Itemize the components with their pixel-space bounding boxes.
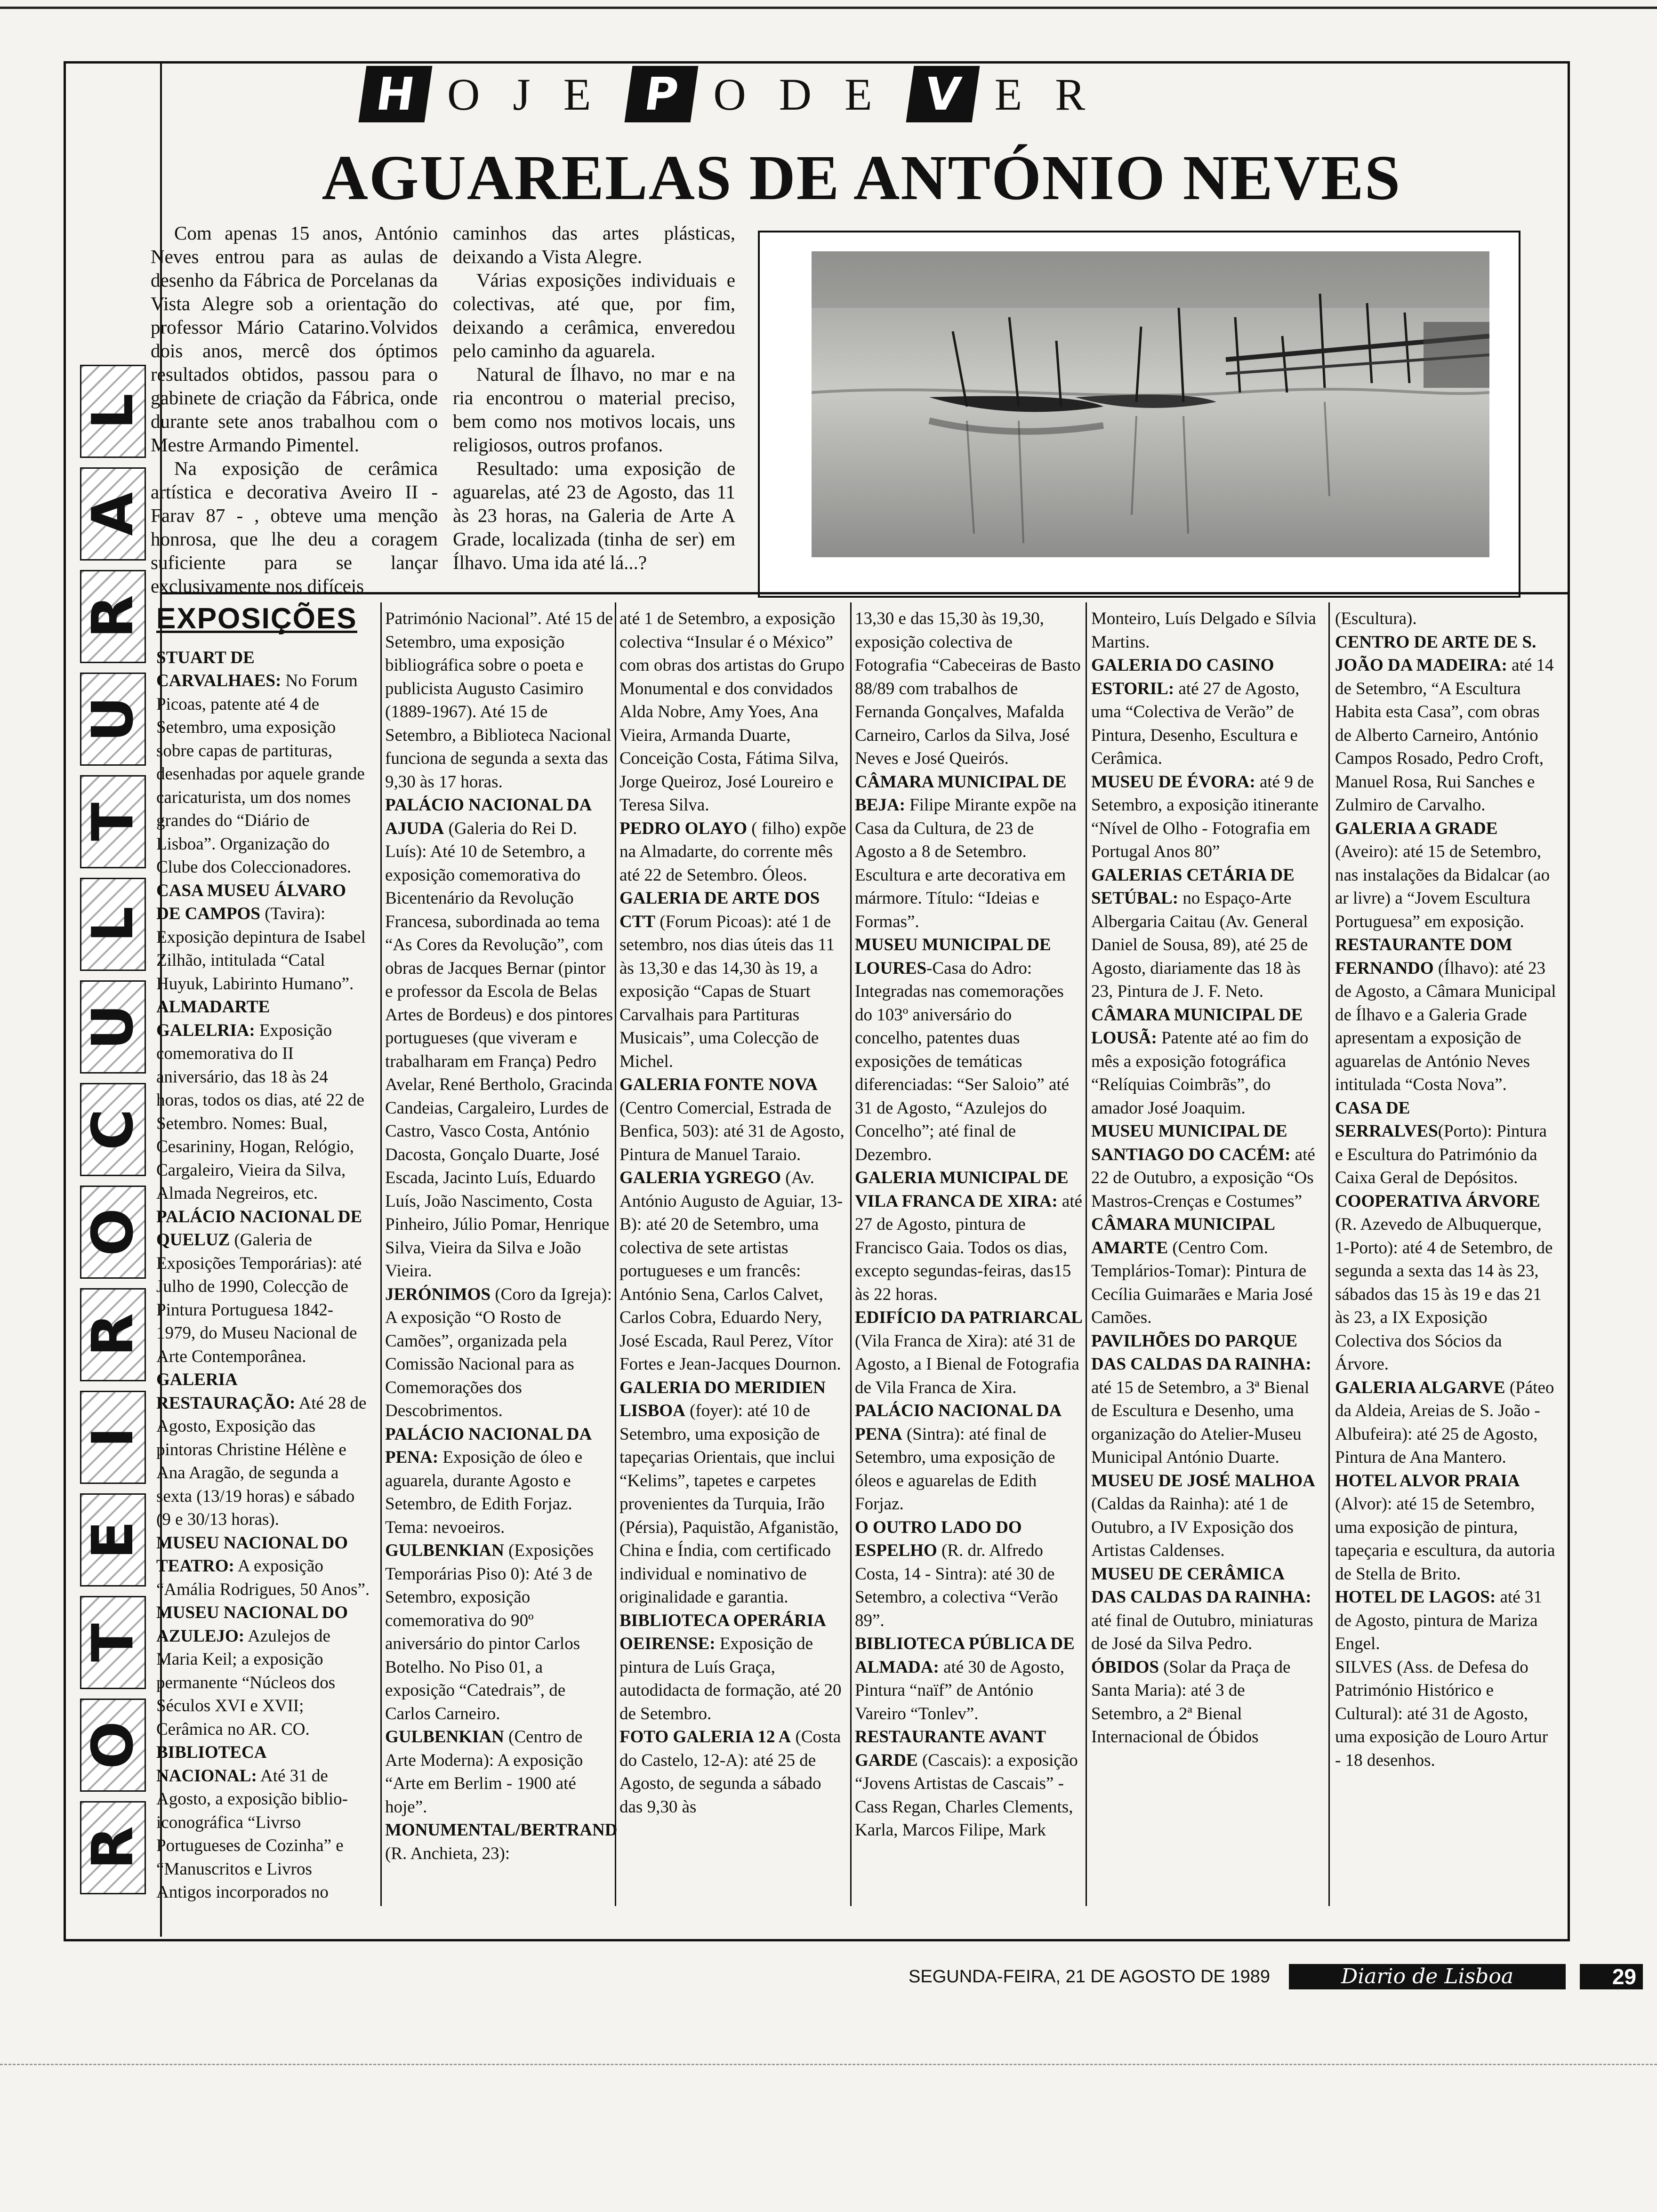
listing-entry <box>855 1306 1083 1399</box>
listing-entry <box>1091 1656 1319 1749</box>
sidebar-letter-cell <box>80 980 146 1074</box>
listing-text: (Escultura). <box>1335 609 1417 628</box>
listing-entry <box>619 1166 848 1376</box>
listing-text: (Coro da Igreja): A exposição “O Rosto de Camões”, organizada pela Comissão Nacional para as Comemorações dos Descobrimentos. <box>385 1284 612 1420</box>
listing-text: (Exposições Temporárias Piso 0): Até 3 de Setembro, exposição comemorativa do 90º aniversário do pintor Carlos Botelho. No Piso 01, a exposição “Catedrais”, de Carlos Carneiro. <box>385 1541 594 1723</box>
listing-entry <box>1091 607 1319 654</box>
listing-venue: BIBLIOTECA NACIONAL: <box>156 1743 266 1786</box>
sidebar-letter: T <box>80 1623 146 1662</box>
sidebar-letter: C <box>80 1108 146 1151</box>
listing-entry <box>855 1516 1083 1633</box>
listing-entry <box>1335 1469 1556 1586</box>
listing-entry <box>156 1368 370 1531</box>
sidebar-letter-cell <box>80 467 146 561</box>
sidebar-letter-cell <box>80 673 146 766</box>
listing-entry <box>1091 864 1319 1003</box>
listing-entry <box>1091 1120 1319 1213</box>
listing-text: (Centro Comercial, Estrada de Benfica, 503): até 31 de Agosto, Pintura de Manuel Taraio. <box>619 1098 845 1164</box>
listing-venue: MUSEU MUNICIPAL DE SANTIAGO DO CACÉM: <box>1091 1122 1291 1164</box>
section-divider <box>160 592 1568 594</box>
listing-venue: GALERIAS CETÁRIA DE SETÚBAL: <box>1091 865 1295 908</box>
listing-venue: GALERIA DO CASINO ESTORIL: <box>1091 656 1274 698</box>
sidebar-letter: R <box>80 1313 146 1357</box>
sidebar-letter-cell <box>80 1391 146 1484</box>
listing-entry <box>855 1166 1083 1306</box>
listing-entry <box>1091 1330 1319 1469</box>
listing-venue: MUSEU DE JOSÉ MALHOA <box>1091 1471 1315 1491</box>
listings-column-1 <box>156 602 370 1904</box>
listing-entry <box>619 1609 848 1726</box>
sidebar-letter-cell <box>80 1596 146 1689</box>
listings-column-2 <box>385 607 618 1865</box>
article-column-2 <box>453 221 735 574</box>
listing-text: (Aveiro): até 15 de Setembro, nas instalações da Bidalcar (ao ar livre) a “Jovem Escultura Portuguesa” em exposição. <box>1335 842 1550 931</box>
listing-text: até 22 de Outubro, a exposição “Os Mastros-Crenças e Costumes” <box>1091 1145 1315 1211</box>
listings-heading: EXPOSIÇÕES <box>156 602 357 635</box>
listing-entry <box>619 887 848 1073</box>
listing-text: (Costa do Castelo, 12-A): até 25 de Agosto, de segunda a sábado das 9,30 às <box>619 1727 841 1817</box>
listing-entry <box>1091 1213 1319 1330</box>
listing-entry <box>619 1073 848 1166</box>
listing-entry <box>1091 1469 1319 1563</box>
listing-venue: PEDRO OLAYO <box>619 818 748 838</box>
listing-entry <box>385 793 613 1283</box>
listing-text: (Centro de Arte Moderna): A exposição “Arte em Berlim - 1900 até hoje”. <box>385 1727 583 1817</box>
listing-venue: CASA DE SERRALVES <box>1335 1098 1438 1141</box>
article-paragraph: Na exposição de cerâmica artística e decorativa Aveiro II - Farav 87 - , obteve uma menção honrosa, que lhe deu a coragem suficiente para se lançar exclusivamente nos difíceis <box>151 457 438 597</box>
listing-text: (Forum Picoas): até 1 de setembro, nos dias úteis das 11 às 13,30 e das 14,30 às 19, a exposição “Capas de Stuart Carvalhais para Partituras Musicais”, uma Colecção de Michel. <box>619 912 835 1071</box>
column-rule <box>1086 602 1087 1906</box>
article-column-1 <box>151 221 438 598</box>
listing-text: (Galeria do Rei D. Luís): Até 10 de Setembro, a exposição comemorativa do Bicentenário da Revolução Francesa, subordinada ao tema “As Cores da Revolução”, com obras de Jacques Bernar (pintor e professor da Escola de Belas Artes de Bordeus) e dos pintores portugueses (que viveram e trabalharam em França) Pedro Avelar, René Bertholo, Gracinda Candeias, Cargaleiro, Lurdes de Castro, Vasco Costa, António Dacosta, Gonçalo Duarte, José Escada, Jacinto Luís, Eduardo Luís, João Nascimento, Costa Pinheiro, Júlio Pomar, Henrique Silva, Vieira da Silva e João Vieira. <box>385 818 613 1281</box>
listing-entry <box>1335 817 1556 934</box>
footer-date: SEGUNDA-FEIRA, 21 DE AGOSTO DE 1989 <box>909 1966 1270 1987</box>
listing-text: (Porto): Pintura e Escultura do Património da Caixa Geral de Depósitos. <box>1335 1122 1547 1187</box>
listing-venue: CÂMARA MUNICIPAL DE LOUSÃ: <box>1091 1005 1303 1048</box>
listing-text: SILVES (Ass. de Defesa do Património Histórico e Cultural): até 31 de Agosto, uma exposição de Louro Artur - 18 desenhos. <box>1335 1657 1548 1770</box>
listing-venue: ALMADARTE GALELRIA: <box>156 997 270 1040</box>
listing-text: Até 31 de Agosto, a exposição biblio-iconográfica “Livrso Portugueses de Cozinha” e “Manuscritos e Livros Antigos incorporados no <box>156 1766 348 1902</box>
top-border <box>0 0 1657 9</box>
listing-text: (R. Azevedo de Albuquerque, 1-Porto): até 4 de Setembro, de segunda a sexta das 14 às 23, sábados das 15 às 19 e das 21 às 23, a IX Exposição Colectiva dos Sócios da Árvore. <box>1335 1215 1553 1374</box>
sidebar-letter-cell <box>80 1288 146 1381</box>
listing-venue: MUSEU DE ÉVORA: <box>1091 772 1255 792</box>
listing-entry <box>385 1283 613 1423</box>
sidebar-letter: O <box>80 1208 146 1257</box>
listing-entry <box>1091 1563 1319 1656</box>
listing-text: Filipe Mirante expõe na Casa da Cultura, de 23 de Agosto a 8 de Setembro. Escultura e arte decorativa em mármore. Título: “Ideias e Formas”. <box>855 795 1077 931</box>
listing-venue: STUART DE CARVALHAES: <box>156 648 282 690</box>
listing-entry <box>385 607 613 793</box>
listing-entry <box>1335 1376 1556 1469</box>
listing-entry <box>619 607 848 817</box>
listing-venue: COOPERATIVA ÁRVORE <box>1335 1191 1540 1211</box>
listing-entry <box>1335 933 1556 1097</box>
listing-text: (foyer): até 10 de Setembro, uma exposição de tapeçarias Orientais, que inclui “Kelims”, tapetes e carpetes provenientes da Turquia, Irão (Pérsia), Paquistão, Afganistão, China e Índia, com certificado individual e nominativo de originalidade e garantia. <box>619 1401 839 1607</box>
listing-venue: CÂMARA MUNICIPAL DE BEJA: <box>855 772 1067 815</box>
listing-entry <box>156 995 370 1205</box>
masthead-letter-h: H <box>359 66 433 122</box>
page-number: 29 <box>1580 1964 1643 1989</box>
sidebar-letter: R <box>80 594 146 639</box>
listing-text: até 27 de Agosto, pintura de Francisco Gaia. Todos os dias, excepto segundas-feiras, das15 às 22 horas. <box>855 1191 1083 1304</box>
listing-entry <box>855 933 1083 1166</box>
listing-text: (Sintra): até final de Setembro, uma exposição de óleos e aguarelas de Edith Forjaz. <box>855 1424 1055 1514</box>
sidebar-letter-cell <box>80 570 146 663</box>
listing-text: ( filho) expõe na Almadarte, do corrente mês até 22 de Setembro. Óleos. <box>619 818 846 885</box>
column-rule <box>1328 602 1330 1906</box>
listing-entry <box>1091 770 1319 864</box>
listing-venue: BIBLIOTECA PÚBLICA DE ALMADA: <box>855 1634 1075 1677</box>
listing-venue: GULBENKIAN <box>385 1727 504 1747</box>
listing-text: (Solar da Praça de Santa Maria): até 3 de Setembro, a 2ª Bienal Internacional de Óbidos <box>1091 1657 1291 1747</box>
listing-venue: PALÁCIO NACIONAL DA PENA <box>855 1401 1061 1444</box>
sidebar-letter-cell <box>80 1186 146 1279</box>
listing-venue: GALERIA YGREGO <box>619 1168 781 1187</box>
sidebar-letter-cell <box>80 365 146 458</box>
article-paragraph: caminhos das artes plásticas, deixando a Vista Alegre. <box>453 222 735 267</box>
listing-text: (Galeria de Exposições Temporárias): até Julho de 1990, Colecção de Pintura Portuguesa 1842-1979, do Museu Nacional de Arte Contemporânea. <box>156 1230 362 1366</box>
watercolor-boats-image <box>812 251 1489 557</box>
listing-venue: GALERIA DO MERIDIEN LISBOA <box>619 1378 826 1420</box>
listing-text: Exposição de pintura de Luís Graça, autodidacta de formação, até 20 de Setembro. <box>619 1634 842 1723</box>
listing-entry <box>156 1741 370 1904</box>
listing-venue: GALERIA FONTE NOVA <box>619 1075 818 1094</box>
article-paragraph: Com apenas 15 anos, António Neves entrou para as aulas de desenho da Fábrica de Porcelanas da Vista Alegre sob a orientação do professor Mário Catarino.Volvidos dois anos, mercê dos óptimos resultados obtidos, passou para o gabinete de criação da Fábrica, onde durante sete anos trabalhou com o Mestre Armando Pimentel. <box>151 222 438 456</box>
listing-venue: GALERIA DE ARTE DOS CTT <box>619 889 820 931</box>
watercolor-photo-frame <box>758 231 1520 598</box>
listing-venue: GALERIA MUNICIPAL DE VILA FRANCA DE XIRA: <box>855 1168 1069 1211</box>
listing-venue: GALERIA A GRADE <box>1335 818 1498 838</box>
listing-text: Exposição de óleo e aguarela, durante Agosto e Setembro, de Edith Forjaz. Tema: nevoeiros. <box>385 1448 583 1537</box>
listing-entry <box>1335 631 1556 817</box>
listing-text: Azulejos de Maria Keil; a exposição permanente “Núcleos dos Séculos XVI e XVII; Cerâmica no AR. CO. <box>156 1626 336 1739</box>
listing-venue: O OUTRO LADO DO ESPELHO <box>855 1517 1022 1560</box>
sidebar-letter: A <box>80 492 146 536</box>
listings-column-3 <box>619 607 848 1819</box>
listing-text: até 27 de Agosto, uma “Colectiva de Verão” de Pintura, Desenho, Escultura e Cerâmica. <box>1091 679 1300 768</box>
listing-entry <box>619 817 848 887</box>
listing-venue: PAVILHÕES DO PARQUE DAS CALDAS DA RAINHA: <box>1091 1331 1311 1374</box>
listing-venue: MUSEU NACIONAL DO TEATRO: <box>156 1533 348 1576</box>
listing-entry <box>855 607 1083 770</box>
listing-entry <box>1091 1003 1319 1120</box>
sidebar-letter: L <box>80 393 146 430</box>
listing-entry <box>385 1819 618 1865</box>
listing-text: A exposição “Amália Rodrigues, 50 Anos”. <box>156 1556 370 1599</box>
sidebar-letter: R <box>80 1826 146 1870</box>
article-headline: AGUARELAS DE ANTÓNIO NEVES <box>322 143 1401 213</box>
listing-entry <box>156 1601 370 1741</box>
sidebar-letter: L <box>80 906 146 943</box>
sidebar-letter: I <box>80 1427 146 1448</box>
listing-text: (Páteo da Aldeia, Areias de S. João - Albufeira): até 25 de Agosto, Pintura de Ana Mantero. <box>1335 1378 1554 1467</box>
listing-venue: GALERIA RESTAURAÇÃO: <box>156 1370 296 1413</box>
page-footer <box>909 1963 1643 1991</box>
masthead-hoje-pode-ver <box>362 66 1332 122</box>
column-rule <box>615 602 616 1906</box>
listing-text: (Cascais): a exposição “Jovens Artistas de Cascais” - Cass Regan, Charles Clements, Karla, Marcos Filipe, Mark <box>855 1750 1078 1840</box>
sidebar-letter: U <box>80 1004 146 1050</box>
listing-entry <box>619 1725 848 1819</box>
listing-venue: CÂMARA MUNICIPAL AMARTE <box>1091 1215 1274 1258</box>
listing-entry <box>385 1423 613 1539</box>
listing-venue: BIBLIOTECA OPERÁRIA OEIRENSE: <box>619 1611 825 1653</box>
listing-venue: MUSEU DE CERÂMICA DAS CALDAS DA RAINHA: <box>1091 1564 1311 1607</box>
listing-text: até 9 de Setembro, a exposição itinerante “Nível de Olho - Fotografia em Portugal Anos 80” <box>1091 772 1319 861</box>
listing-text: (Av. António Augusto de Aguiar, 13-B): até 20 de Setembro, uma colectiva de sete artistas portugueses e um francês: António Sena, Carlos Calvet, Carlos Cobra, Eduardo Nery, José Escada, Raul Perez, Vítor Fortes e Jean-Jacques Dournon. <box>619 1168 843 1374</box>
listing-entry <box>1335 607 1556 631</box>
listing-text: (Caldas da Rainha): até 1 de Outubro, a IV Exposição dos Artistas Caldenses. <box>1091 1494 1294 1560</box>
listing-entry <box>1335 1097 1556 1190</box>
listing-text: (Vila Franca de Xira): até 31 de Agosto, a I Bienal de Fotografia de Vila Franca de Xira. <box>855 1331 1079 1397</box>
listing-entry <box>855 770 1083 934</box>
page-edge <box>0 2064 1657 2065</box>
sidebar-letter: O <box>80 1721 146 1770</box>
listing-text: até 14 de Setembro, “A Escultura Habita esta Casa”, com obras de Alberto Carneiro, António Campos Rosado, Pedro Croft, Manuel Rosa, Rui Sanches e Zulmiro de Carvalho. <box>1335 656 1554 815</box>
article-paragraph: Resultado: uma exposição de aguarelas, até 23 de Agosto, das 11 às 23 horas, na Galeria de Arte A Grade, localizada (tinha de ser) em Ílhavo. Uma ida até lá...? <box>453 457 735 573</box>
sidebar-letter: E <box>80 1521 146 1559</box>
listing-entry <box>1091 654 1319 770</box>
listing-entry <box>1335 1586 1556 1656</box>
listing-text: Até 28 de Agosto, Exposição das pintoras Christine Hélène e Ana Aragão, de segunda a sexta (13/19 horas) e sábado (9 e 30/13 horas). <box>156 1393 367 1529</box>
sidebar-letter-cell <box>80 1801 146 1894</box>
sidebar-letter: T <box>80 802 146 841</box>
listing-venue: GULBENKIAN <box>385 1541 504 1560</box>
sidebar-letter-cell <box>80 1699 146 1792</box>
masthead-er: ER <box>994 69 1118 120</box>
listing-venue: ÓBIDOS <box>1091 1657 1159 1677</box>
listing-text: Exposição comemorativa do II aniversário, das 18 às 24 horas, todos os dias, até 22 de Setembro. Nomes: Bual, Cesarininy, Hogan, Relógio, Cargaleiro, Vieira da Silva, Almada Negreiros, etc. <box>156 1020 364 1203</box>
newspaper-name: Diario de Lisboa <box>1289 1964 1566 1989</box>
sidebar-letter-cell <box>80 878 146 971</box>
listing-text: até final de Outubro, miniaturas de José da Silva Pedro. <box>1091 1611 1313 1653</box>
listing-text: até 31 de Agosto, pintura de Mariza Engel. <box>1335 1587 1542 1653</box>
listing-venue: HOTEL ALVOR PRAIA <box>1335 1471 1520 1491</box>
listing-venue: MUSEU NACIONAL DO AZULEJO: <box>156 1603 348 1646</box>
masthead-letter-v: V <box>906 66 980 122</box>
listing-venue: RESTAURANTE DOM FERNANDO <box>1335 935 1512 978</box>
listing-venue: MONUMENTAL/BERTRAND <box>385 1820 618 1840</box>
article-paragraph: Várias exposições individuais e colectivas, até que, por fim, deixando a cerâmica, enveredou pelo caminho da aguarela. <box>453 269 735 361</box>
listings-column-5 <box>1091 607 1319 1749</box>
listing-venue: PALÁCIO NACIONAL DA PENA: <box>385 1424 591 1467</box>
listing-entry <box>855 1399 1083 1516</box>
listing-venue: JERÓNIMOS <box>385 1284 491 1304</box>
listing-text: no Espaço-Arte Albergaria Caitau (Av. General Daniel de Sousa, 89), até 25 de Agosto, diariamente das 18 às 23, Pintura de J. F. Neto. <box>1091 889 1308 1001</box>
listing-text: No Forum Picoas, patente até 4 de Setembro, uma exposição sobre capas de partituras, desenhadas por aquele grande caricaturista, um dos nomes grandes do “Diário de Lisboa”. Organização do Clube dos Coleccionadores. <box>156 671 365 877</box>
listing-venue: EDIFÍCIO DA PATRIARCAL <box>855 1308 1083 1327</box>
listing-entry <box>156 1205 370 1369</box>
listing-venue: CENTRO DE ARTE DE S. JOÃO DA MADEIRA: <box>1335 632 1536 675</box>
listing-entry <box>1335 1190 1556 1376</box>
column-rule <box>850 602 852 1906</box>
masthead-letter-p: P <box>625 66 699 122</box>
listing-venue: HOTEL DE LAGOS: <box>1335 1587 1496 1607</box>
listing-text: até 15 de Setembro, a 3ª Bienal de Escultura e Desenho, uma organização do Atelier-Museu Municipal António Duarte. <box>1091 1378 1310 1467</box>
listing-venue: MUSEU MUNICIPAL DE LOURES <box>855 935 1051 978</box>
article-paragraph: Natural de Ílhavo, no mar e na ria encontrou o material preciso, bem como nos motivos locais, uns religiosos, outros profanos. <box>453 363 735 456</box>
sidebar-letter: U <box>80 696 146 742</box>
listing-text: (Centro Com. Templários-Tomar): Pintura de Cecília Guimarães e Maria José Camões. <box>1091 1238 1313 1327</box>
listing-entry <box>385 1725 613 1819</box>
listing-text: até 1 de Setembro, a exposição colectiva “Insular é o México” com obras dos artistas do Grupo Monumental e dos convidados Alda Nobre, Amy Yoes, Ana Vieira, Armanda Duarte, Conceição Costa, Fátima Silva, Jorge Queiroz, José Loureiro e Teresa Silva. <box>619 609 845 815</box>
section-sidebar <box>66 64 162 1937</box>
listing-venue: CASA MUSEU ÁLVARO DE CAMPOS <box>156 881 346 923</box>
listing-text: Património Nacional”. Até 15 de Setembro, uma exposição bibliográfica sobre o poeta e publicista Augusto Casimiro (1889-1967). Até 15 de Setembro, a Biblioteca Nacional funciona de segunda a sexta das 9,30 às 17 horas. <box>385 609 613 792</box>
listing-entry <box>385 1539 613 1725</box>
listing-text: até 30 de Agosto, Pintura “naïf” de António Vareiro “Tonlev”. <box>855 1657 1064 1723</box>
listing-text: Monteiro, Luís Delgado e Sílvia Martins. <box>1091 609 1316 652</box>
listing-entry <box>1335 1656 1556 1772</box>
column-rule <box>380 602 382 1906</box>
listing-venue: GALERIA ALGARVE <box>1335 1378 1505 1397</box>
listing-entry <box>855 1632 1083 1725</box>
listing-entry <box>855 1725 1083 1842</box>
sidebar-letter-cell <box>80 1493 146 1587</box>
listing-text: (Tavira): Exposição depintura de Isabel Zilhão, intitulada “Catal Huyuk, Labirinto Humano”. <box>156 904 366 994</box>
masthead-oje: OJE <box>447 69 624 120</box>
listing-venue: PALÁCIO NACIONAL DE QUELUZ <box>156 1207 362 1250</box>
listing-venue: FOTO GALERIA 12 A <box>619 1727 791 1747</box>
listing-venue: PALÁCIO NACIONAL DA AJUDA <box>385 795 591 838</box>
listing-entry <box>619 1376 848 1609</box>
listing-entry <box>156 646 370 879</box>
listings-column-4 <box>855 607 1083 1842</box>
listing-venue: RESTAURANTE AVANT GARDE <box>855 1727 1046 1770</box>
masthead-ode: ODE <box>713 69 905 120</box>
listing-text: 13,30 e das 15,30 às 19,30, exposição colectiva de Fotografia “Cabeceiras de Basto 88/89 com trabalhos de Fernanda Gonçalves, Mafalda Carneiro, Carlos da Silva, José Neves e José Queirós. <box>855 609 1081 768</box>
listing-text: (Ílhavo): até 23 de Agosto, a Câmara Municipal de Ílhavo e a Galeria Grade apresentam a exposição de aguarelas de António Neves intitulada “Costa Nova”. <box>1335 958 1556 1094</box>
sidebar-letter-cell <box>80 1083 146 1176</box>
sidebar-letter-cell <box>80 775 146 868</box>
listing-entry <box>156 1531 370 1602</box>
listing-text: (R. Anchieta, 23): <box>385 1843 510 1863</box>
listing-entry <box>156 879 370 996</box>
listing-text: (R. dr. Alfredo Costa, 14 - Sintra): até 30 de Setembro, a colectiva “Verão 89”. <box>855 1541 1058 1630</box>
listing-text: Patente até ao fim do mês a exposição fotográfica “Relíquias Coimbrãs”, do amador José Joaquim. <box>1091 1028 1309 1118</box>
listing-text: -Casa do Adro: Integradas nas comemorações do 103º aniversário do concelho, patentes duas exposições de temáticas diferenciadas: “Ser Saloio” até 31 de Agosto, “Azulejos do Concelho”; até final de Dezembro. <box>855 958 1070 1164</box>
listing-text: (Alvor): até 15 de Setembro, uma exposição de pintura, tapeçaria e escultura, da autoria de Stella de Brito. <box>1335 1494 1555 1584</box>
listings-column-6 <box>1335 607 1556 1772</box>
